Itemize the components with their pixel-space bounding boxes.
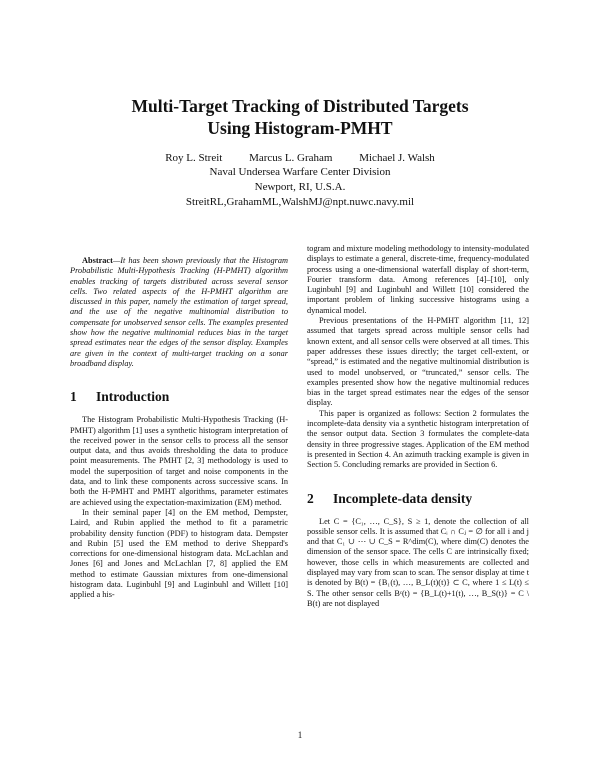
abstract-label: Abstract [82, 256, 113, 265]
section-title: Incomplete-data density [333, 490, 473, 506]
page-number: 1 [297, 730, 303, 740]
section-heading-introduction [70, 389, 288, 405]
author-name: Marcus L. Graham [249, 152, 333, 164]
section-number: 1 [70, 389, 77, 405]
author-list [0, 152, 600, 165]
author-name: Roy L. Streit [165, 152, 223, 164]
section-number: 2 [307, 490, 314, 506]
body-paragraph: Let C = {C₁, …, C_S}, S ≥ 1, denote the collection of all possible sensor cells. It is assumed that Cᵢ ∩ Cⱼ = ∅ for all i and j and that C₁ ∪ ⋯ ∪ C_S = R^dim(C), where dim(C) denotes the dimension of the sensor space. The cells C are intrinsically fixed; however, those cells in which measurements are collected and displayed may vary from scan to scan. The sensor display at time t is denoted by B(t) = {B₁(t), …, B_L(t)(t)} ⊂ C, where 1 ≤ L(t) ≤ S. The other sensor cells Bᶜ(t) = {B_L(t)+1(t), …, B_S(t)} = C \ B(t) are not displayed [307, 516, 529, 608]
paper-title-line-2: Using Histogram-PMHT [207, 118, 393, 138]
location: Newport, RI, U.S.A. [254, 181, 346, 193]
right-column [307, 244, 529, 609]
paper-title-line-1: Multi-Target Tracking of Distributed Targets [131, 96, 469, 116]
body-paragraph: togram and mixture modeling methodology to intensity-modulated displays to estimate a general, discrete-time, frequency-modulated process using a one-dimensional waterfall display of short-term, Fourier transform data. Among references [4]–[10], only Luginbuhl [9] and Luginbuhl and Willett [10] considered the important problem of linking successive histograms using a dynamical model. [307, 244, 529, 315]
section-title: Introduction [96, 389, 170, 405]
abstract-text: —It has been shown previously that the Histogram Probabilistic Multi-Hypothesis Tracking (H-PMHT) algorithm enables tracking of targets distributed across several sensor cells. Two related aspects of the H-PMHT algorithm are discussed in this paper, namely the estimation of target spread, and the use of the negative multinomial distribution to compensate for unobserved sensor cells. The examples presented show how the negative multinomial reduces bias in the target spread estimates near the edges of the sensor display. Examples are given in the context of multi-target tracking on a sonar broadband display. [70, 256, 288, 368]
body-paragraph: This paper is organized as follows: Section 2 formulates the incomplete-data density via a synthetic histogram interpretation of the sensor output data. Section 3 formulates the complete-data density in three progressive stages. Application of the EM method is presented in Section 4. An azimuth tracking example is given in Section 5. Concluding remarks are provided in Section 6. [307, 408, 529, 470]
author-email: StreitRL,GrahamML,WalshMJ@npt.nuwc.navy.mil [185, 196, 415, 208]
section-heading-incomplete-data [307, 491, 529, 507]
abstract [70, 256, 288, 369]
body-paragraph: In their seminal paper [4] on the EM method, Dempster, Laird, and Rubin applied the method to fit a parametric probability density function (PDF) to histogram data. Dempster and Rubin [5] used the EM method to derive Sheppard's corrections for one-dimensional histogram data. McLachlan and Jones [6] and Jones and McLachlan [7, 8] applied the EM method to estimate Gaussian mixtures from one-dimensional histogram data. Luginbuhl [9] and Luginbuhl and Willett [10] applied a his- [70, 507, 288, 600]
body-paragraph: The Histogram Probabilistic Multi-Hypothesis Tracking (H-PMHT) algorithm [1] uses a synthetic histogram interpretation of the received power in the sensor cells to process all the sensor output data, and thus avoids thresholding the data to produce point measurements. The PMHT [2, 3] methodology is used to model the superposition of target and noise components in the data, and to link these components across successive scans. In both the H-PMHT and PMHT algorithms, parameter estimates are achieved using the expectation-maximization (EM) method. [70, 415, 288, 507]
left-column [70, 246, 288, 601]
affiliation: Naval Undersea Warfare Center Division [209, 166, 391, 178]
author-name: Michael J. Walsh [359, 152, 435, 164]
body-paragraph: Previous presentations of the H-PMHT algorithm [11, 12] assumed that targets spread across multiple sensor cells had known extent, and all sensor cells were observed at all times. This paper addresses these issues directly; the target cell-extent, or “spread,” is estimated and the negative multinomial distribution is used to model unobserved, or “truncated,” sensor cells. The examples presented show how the negative multinomial reduces bias in the target spread estimates near the edges of the sensor display. [307, 316, 529, 408]
